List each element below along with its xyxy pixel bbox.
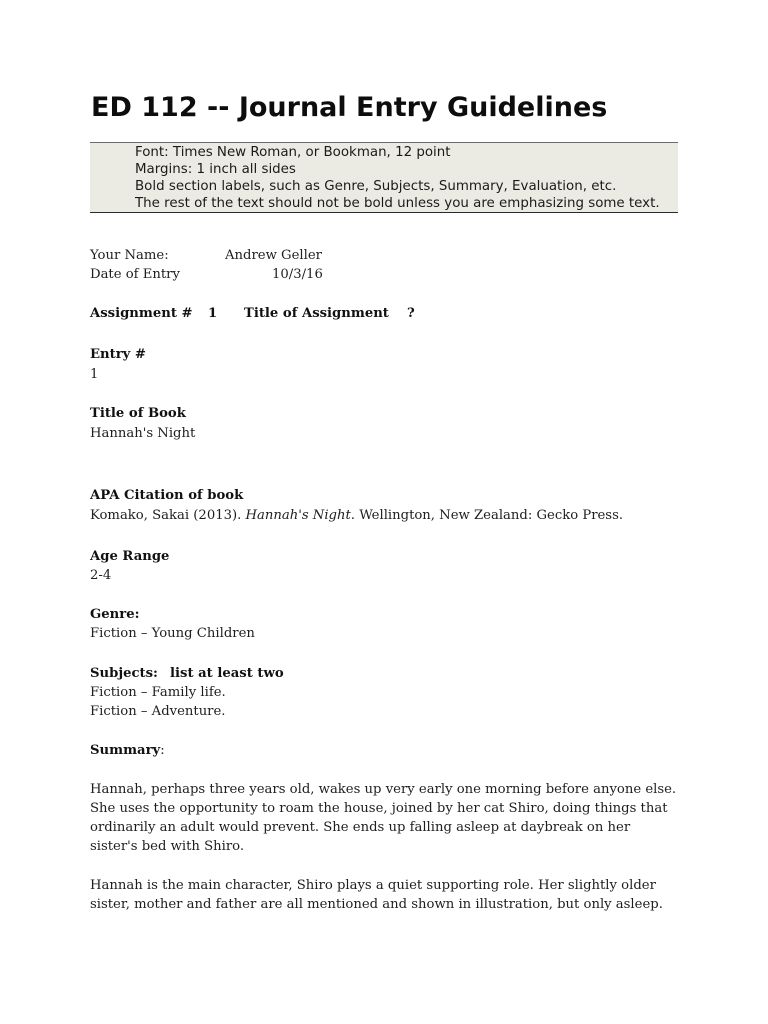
assignment-title-value: ? bbox=[407, 306, 415, 321]
age-range-label: Age Range bbox=[90, 549, 170, 564]
guideline-no-bold: The rest of the text should not be bold unless you are emphasizing some text. bbox=[135, 196, 660, 211]
date-of-entry-label: Date of Entry bbox=[90, 267, 180, 282]
summary-heading bbox=[90, 741, 165, 760]
apa-citation-value bbox=[90, 506, 623, 525]
subjects-label: Subjects: bbox=[90, 666, 158, 681]
summary-label: Summary bbox=[90, 743, 161, 758]
guideline-margins: Margins: 1 inch all sides bbox=[135, 162, 296, 177]
assignment-title-label: Title of Assignment bbox=[244, 306, 389, 321]
subject-item: Fiction – Family life. bbox=[90, 685, 226, 700]
guidelines-box bbox=[90, 142, 678, 213]
summary-line: ordinarily an adult would prevent. She ends up falling asleep at daybreak on her bbox=[90, 820, 631, 835]
entry-label: Entry # bbox=[90, 347, 146, 362]
assignment-number-value: 1 bbox=[208, 306, 218, 321]
your-name-label: Your Name: bbox=[90, 248, 169, 263]
page-title: ED 112 -- Journal Entry Guidelines bbox=[91, 92, 608, 123]
summary-line: Hannah is the main character, Shiro plays a quiet supporting role. Her slightly older bbox=[90, 878, 656, 893]
book-title-label: Title of Book bbox=[90, 406, 186, 421]
citation-publisher: Wellington, New Zealand: Gecko Press. bbox=[355, 508, 624, 523]
genre-value: Fiction – Young Children bbox=[90, 626, 255, 641]
book-title-value: Hannah's Night bbox=[90, 426, 196, 441]
summary-line: She uses the opportunity to roam the house, joined by her cat Shiro, doing things that bbox=[90, 801, 668, 816]
entry-value: 1 bbox=[90, 367, 99, 382]
summary-line: Hannah, perhaps three years old, wakes up very early one morning before anyone else. bbox=[90, 782, 677, 797]
subjects-hint: list at least two bbox=[170, 666, 284, 681]
age-range-value: 2-4 bbox=[90, 568, 112, 583]
your-name-value: Andrew Geller bbox=[225, 248, 322, 263]
summary-line: sister's bed with Shiro. bbox=[90, 839, 245, 854]
assignment-number-label: Assignment # bbox=[90, 306, 193, 321]
date-of-entry-value: 10/3/16 bbox=[272, 267, 323, 282]
citation-book-title: Hannah's Night. bbox=[245, 508, 355, 523]
genre-label: Genre: bbox=[90, 607, 140, 622]
guideline-font: Font: Times New Roman, or Bookman, 12 point bbox=[135, 145, 451, 160]
apa-citation-label: APA Citation of book bbox=[90, 488, 244, 503]
summary-colon: : bbox=[160, 743, 165, 758]
guideline-bold-labels: Bold section labels, such as Genre, Subjects, Summary, Evaluation, etc. bbox=[135, 179, 617, 194]
summary-line: sister, mother and father are all mentioned and shown in illustration, but only asleep. bbox=[90, 897, 663, 912]
citation-author-year: Komako, Sakai (2013). bbox=[90, 508, 246, 523]
subject-item: Fiction – Adventure. bbox=[90, 704, 226, 719]
